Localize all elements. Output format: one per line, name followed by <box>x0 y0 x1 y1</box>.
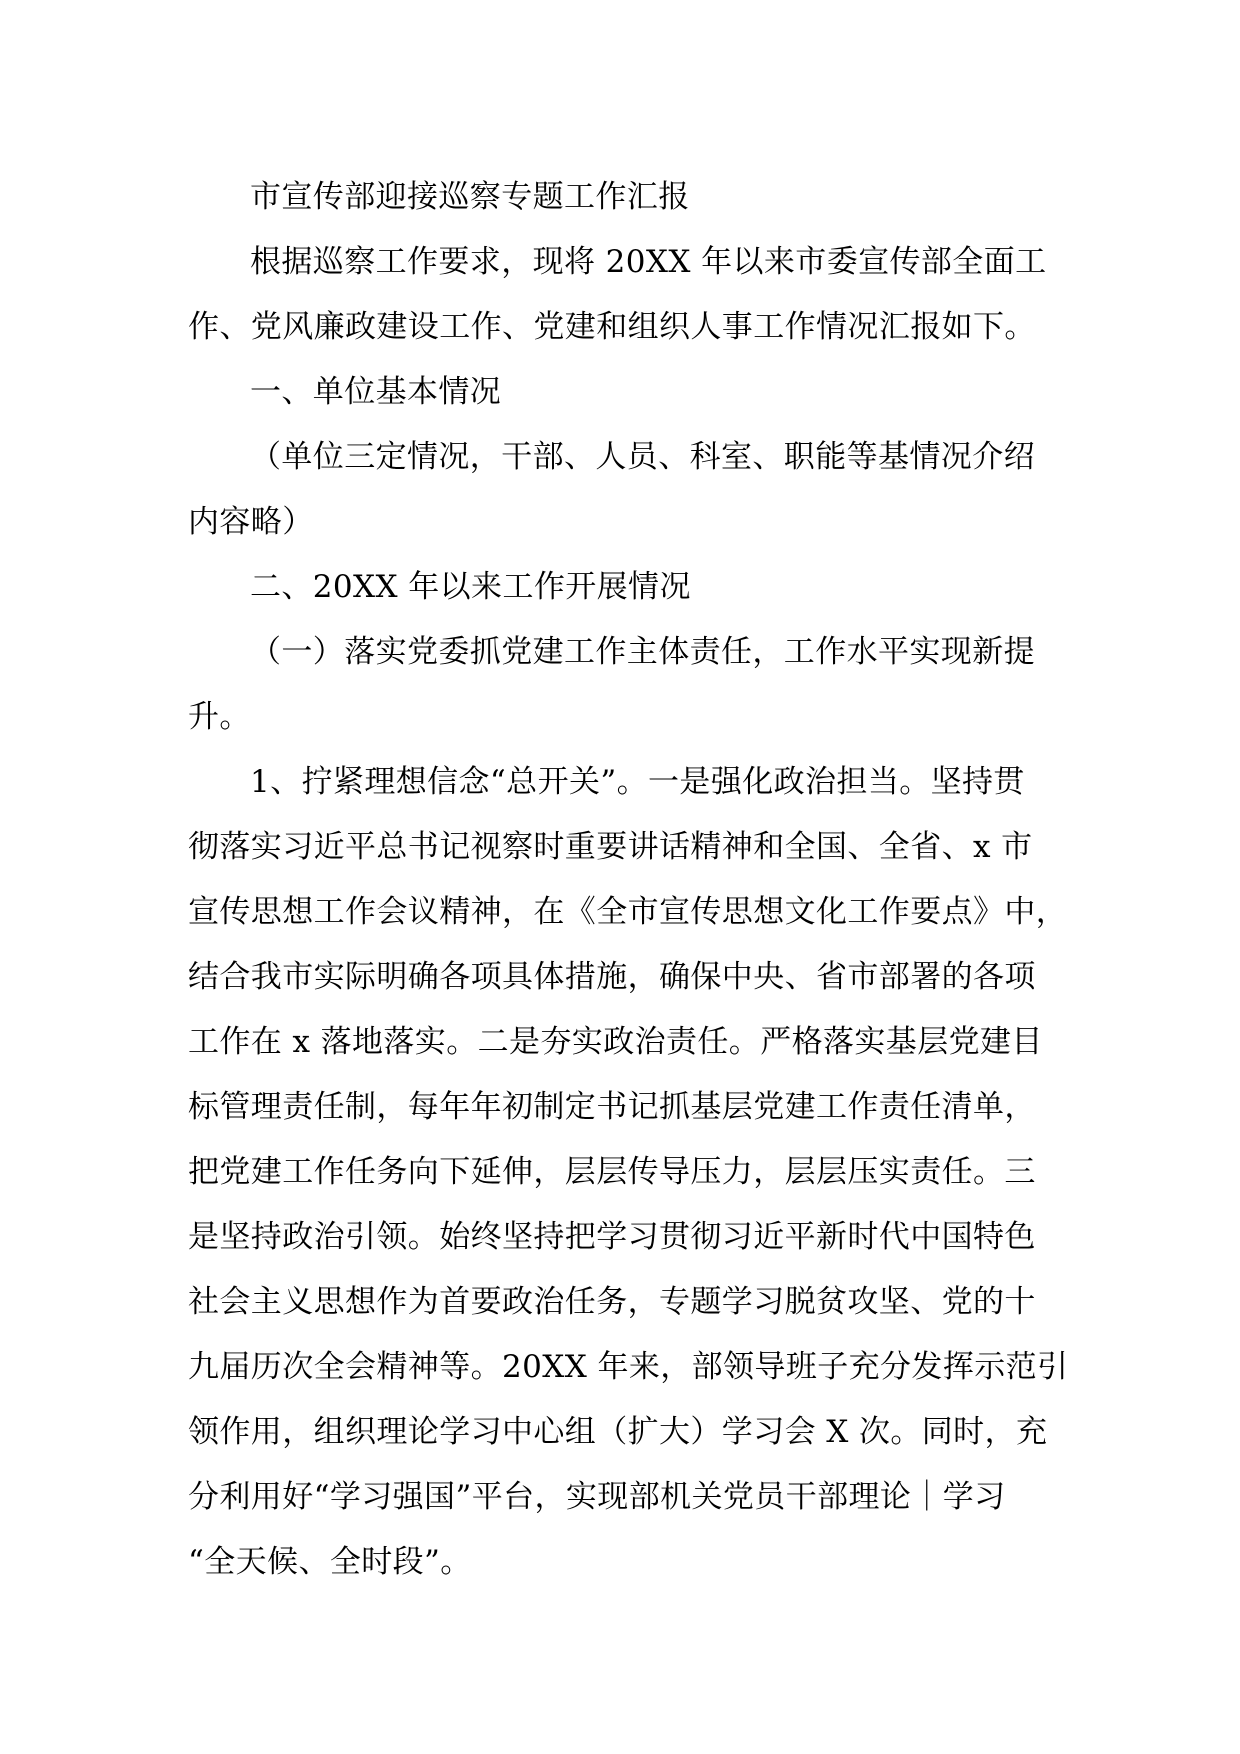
body-line: 宣传思想工作会议精神，在《全市宣传思想文化工作要点》中， <box>188 894 1068 930</box>
body-line: 结合我市实际明确各项具体措施，确保中央、省市部署的各项 <box>188 959 1036 995</box>
body-line: 彻落实习近平总书记视察时重要讲话精神和全国、全省、x 市 <box>188 829 1033 865</box>
body-line: 把党建工作任务向下延伸，层层传导压力，层层压实责任。三 <box>188 1154 1036 1190</box>
section-heading-2: 二、20XX 年以来工作开展情况 <box>250 569 691 605</box>
body-line: 标管理责任制，每年年初制定书记抓基层党建工作责任清单， <box>188 1089 1036 1125</box>
document-title: 市宣传部迎接巡察专题工作汇报 <box>250 179 690 215</box>
body-line: 分利用好“学习强国”平台，实现部机关党员干部理论｜学习 <box>188 1479 1006 1515</box>
subsection-heading-1-line-1: （一）落实党委抓党建工作主体责任，工作水平实现新提 <box>250 634 1035 670</box>
section-1-note-line-2: 内容略） <box>188 504 314 540</box>
body-line: 1、拧紧理想信念“总开关”。一是强化政治担当。坚持贯 <box>250 764 1025 800</box>
section-1-note-line-1: （单位三定情况，干部、人员、科室、职能等基情况介绍 <box>250 439 1035 475</box>
document-body <box>188 165 1069 1595</box>
paragraph-intro-line-1: 根据巡察工作要求，现将 20XX 年以来市委宣传部全面工 <box>250 244 1047 280</box>
body-line: 领作用，组织理论学习中心组（扩大）学习会 X 次。同时，充 <box>188 1414 1048 1450</box>
body-line: “全天候、全时段”。 <box>188 1544 472 1580</box>
body-line: 社会主义思想作为首要政治任务，专题学习脱贫攻坚、党的十 <box>188 1284 1036 1320</box>
body-line: 是坚持政治引领。始终坚持把学习贯彻习近平新时代中国特色 <box>188 1219 1036 1255</box>
body-line: 九届历次全会精神等。20XX 年来，部领导班子充分发挥示范引 <box>188 1349 1069 1385</box>
section-heading-1: 一、单位基本情况 <box>250 374 502 410</box>
body-line: 工作在 x 落地落实。二是夯实政治责任。严格落实基层党建目 <box>188 1024 1043 1060</box>
subsection-heading-1-line-2: 升。 <box>188 699 251 735</box>
paragraph-intro-line-2: 作、党风廉政建设工作、党建和组织人事工作情况汇报如下。 <box>188 309 1036 345</box>
